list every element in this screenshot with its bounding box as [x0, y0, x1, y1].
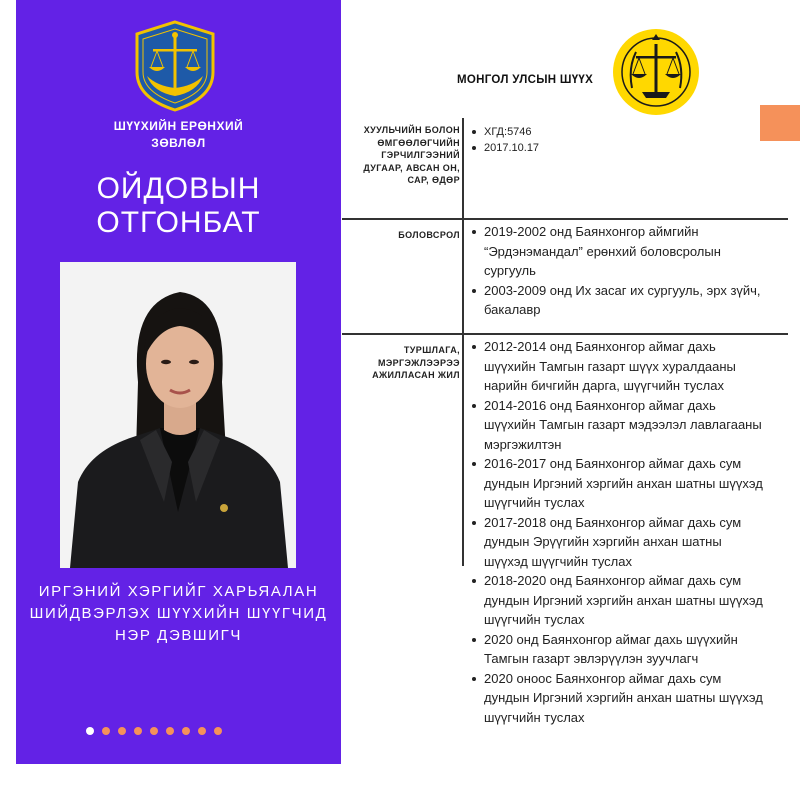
carousel-dot[interactable]: [182, 727, 190, 735]
carousel-dot[interactable]: [198, 727, 206, 735]
list-item: [467, 396, 763, 455]
label-line: ХУУЛЬЧИЙН БОЛОН: [363, 125, 460, 135]
item-line: дундын Эрүүгийн хэргийн анхан шатны: [484, 534, 722, 549]
carousel-dot[interactable]: [214, 727, 222, 735]
experience-list: [467, 337, 763, 727]
item-line: мэргэжилтэн: [484, 436, 562, 452]
license-list: [467, 124, 539, 156]
person-name-line: ОЙДОВЫН: [96, 172, 261, 205]
item-line: ХГД:5746: [484, 126, 532, 138]
item-line: Тамгын газарт эвлэрүүлэн зуучлагч: [484, 651, 699, 666]
court-title: МОНГОЛ УЛСЫН ШҮҮХ: [457, 74, 594, 86]
item-line: 2014-2016 онд Баянхонгор аймаг дахь: [484, 397, 716, 413]
item-line: шүүгчийн туслах: [484, 612, 585, 627]
label-line: ТУРШЛАГА,: [403, 345, 460, 355]
list-item: [467, 222, 761, 281]
item-line: шүүхийн Тамгын газарт шүүх хуралдааны: [484, 358, 736, 374]
label-line: БОЛОВСРОЛ: [398, 230, 460, 240]
list-item: [467, 630, 763, 669]
item-line: 2018-2020 онд Баянхонгор аймаг дахь сум: [484, 573, 742, 588]
item-line: 2003-2009 онд Их засаг их сургууль, эрх зүйч,: [484, 282, 761, 298]
carousel-dot[interactable]: [150, 727, 158, 735]
label-line: МЭРГЭЖЛЭЭРЭЭ: [377, 357, 460, 368]
list-item: [467, 571, 763, 630]
label-line: ӨМГӨӨЛӨГЧИЙН: [377, 137, 460, 148]
nomination-title: [16, 581, 341, 647]
carousel-dots: [86, 727, 222, 737]
item-line: сургууль: [484, 263, 536, 278]
item-line: нарийн бичгийн дарга, шүүгчийн туслах: [484, 378, 724, 393]
label-line: АЖИЛЛАСАН ЖИЛ: [372, 370, 460, 380]
item-line: 2020 оноос Баянхонгор аймаг дахь сум: [484, 670, 722, 686]
list-item: [467, 140, 539, 156]
item-line: дундын Иргэний хэргийн анхан шатны шүүхэд: [484, 690, 763, 705]
item-line: шүүгчийн туслах: [484, 709, 585, 725]
carousel-dot[interactable]: [134, 727, 142, 735]
table-divider-horizontal: [342, 218, 788, 220]
license-label: [342, 124, 460, 187]
item-line: 2016-2017 онд Баянхонгор аймаг дахь сум: [484, 456, 742, 471]
council-name-line: ШҮҮХИЙН ЕРӨНХИЙ: [113, 119, 244, 133]
list-item: [467, 124, 539, 140]
carousel-dot[interactable]: [166, 727, 174, 735]
education-label: [342, 229, 460, 242]
item-line: шүүгчийн туслах: [484, 495, 585, 510]
item-line: 2017-2018 онд Баянхонгор аймаг дахь сум: [484, 514, 742, 530]
nomination-line: ИРГЭНИЙ ХЭРГИЙГ ХАРЬЯАЛАН: [38, 583, 319, 600]
education-list: [467, 222, 761, 320]
item-line: шүүхэд шүүгчийн туслах: [484, 553, 633, 569]
nomination-line: ШИЙДВЭРЛЭХ ШҮҮХИЙН ШҮҮГЧИД: [29, 605, 328, 622]
item-line: 2012-2014 онд Баянхонгор аймаг дахь: [484, 339, 716, 354]
portrait-photo: [60, 262, 296, 568]
item-line: 2019-2002 онд Баянхонгор аймгийн: [484, 224, 699, 239]
person-name-line: ОТГОНБАТ: [96, 206, 261, 239]
item-line: шүүхийн Тамгын газарт мэдээлэл лавлагааны: [484, 417, 762, 432]
council-name-line: ЗӨВЛӨЛ: [151, 136, 206, 150]
list-item: [467, 281, 761, 320]
label-line: ГЭРЧИЛГЭЭНИЙ: [381, 150, 460, 160]
table-divider-horizontal: [342, 333, 788, 335]
label-line: САР, ӨДӨР: [407, 175, 460, 185]
item-line: 2020 онд Баянхонгор аймаг дахь шүүхийн: [484, 631, 738, 647]
nomination-line: НЭР ДЭВШИГЧ: [115, 627, 242, 644]
accent-block: [760, 105, 800, 141]
item-line: 2017.10.17: [484, 142, 540, 154]
carousel-dot[interactable]: [118, 727, 126, 735]
person-name: [16, 172, 341, 240]
portrait-illustration: [60, 262, 296, 568]
item-line: дундын Иргэний хэргийн анхан шатны шүүхэд: [484, 592, 763, 608]
label-line: ДУГААР, АВСАН ОН,: [363, 162, 460, 173]
table-divider-vertical: [462, 118, 464, 566]
list-item: [467, 337, 763, 396]
item-line: бакалавр: [484, 302, 541, 317]
list-item: [467, 669, 763, 728]
carousel-dot[interactable]: [86, 727, 94, 735]
list-item: [467, 454, 763, 513]
carousel-dot[interactable]: [102, 727, 110, 735]
item-line: “Эрдэнэмандал” ерөнхий боловсролын: [484, 243, 721, 259]
list-item: [467, 513, 763, 572]
court-emblem-icon: [612, 28, 700, 116]
council-name: [16, 118, 341, 152]
item-line: дундын Иргэний хэргийн анхан шатны шүүхэд: [484, 475, 763, 491]
experience-label: [342, 344, 460, 382]
justice-emblem-icon: [133, 20, 217, 112]
